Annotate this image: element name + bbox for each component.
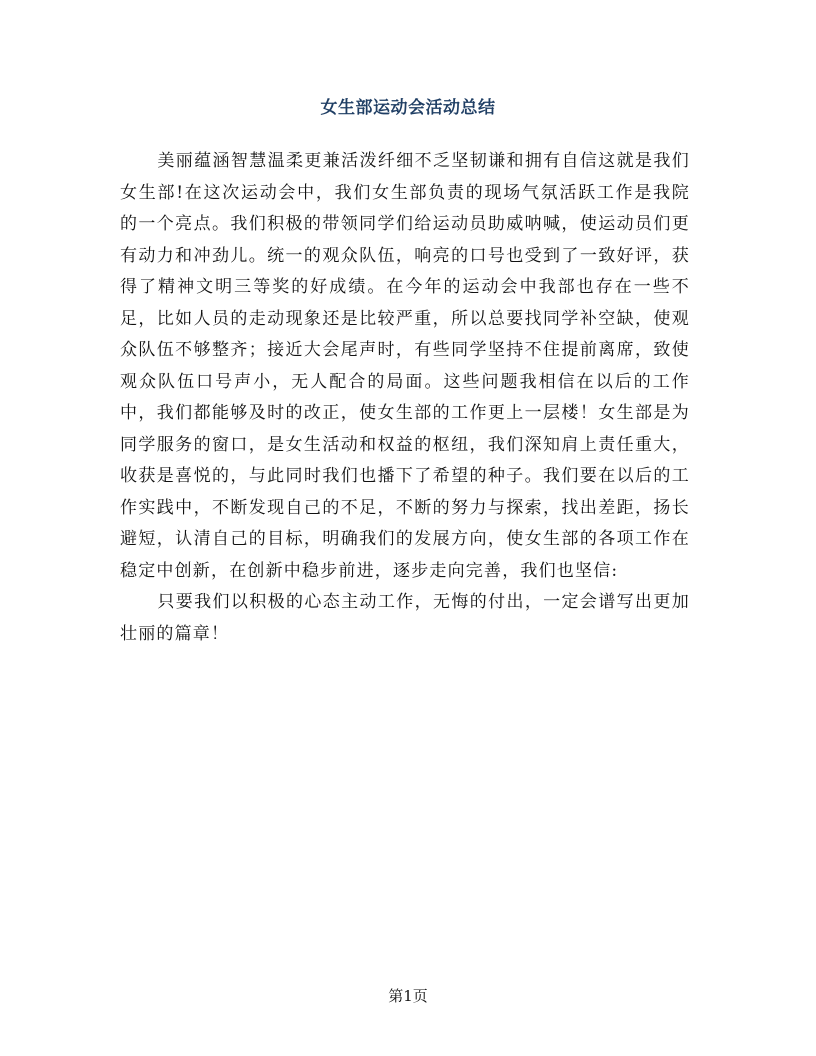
paragraph-1: 美丽蕴涵智慧温柔更兼活泼纤细不乏坚韧谦和拥有自信这就是我们女生部!在这次运动会中，我们女生部负责的现场气氛活跃工作是我院的一个亮点。我们积极的带领同学们给运动员助威呐喊，使运动员们更有动力和冲劲儿。统一的观众队伍，响亮的口号也受到了一致好评，获得了精神文明三等奖的好成绩。在今年的运动会中我部也存在一些不足，比如人员的走动现象还是比较严重，所以总要找同学补空缺，使观众队伍不够整齐；接近大会尾声时，有些同学坚持不住提前离席，致使观众队伍口号声小，无人配合的局面。这些问题我相信在以后的工作中，我们都能够及时的改正，使女生部的工作更上一层楼！女生部是为同学服务的窗口，是女生活动和权益的枢纽，我们深知肩上责任重大，收获是喜悦的，与此同时我们也播下了希望的种子。我们要在以后的工作实践中，不断发现自己的不足，不断的努力与探索，找出差距，扬长避短，认清自己的目标，明确我们的发展方向，使女生部的各项工作在稳定中创新，在创新中稳步前进，逐步走向完善，我们也坚信: [120,151,690,581]
page-number: 第1页 [388,987,428,1005]
document-title: 女生部运动会活动总结 [320,98,496,118]
document-body [120,146,690,650]
paragraph-2: 只要我们以积极的心态主动工作，无悔的付出，一定会谱写出更加壮丽的篇章！ [120,592,690,644]
